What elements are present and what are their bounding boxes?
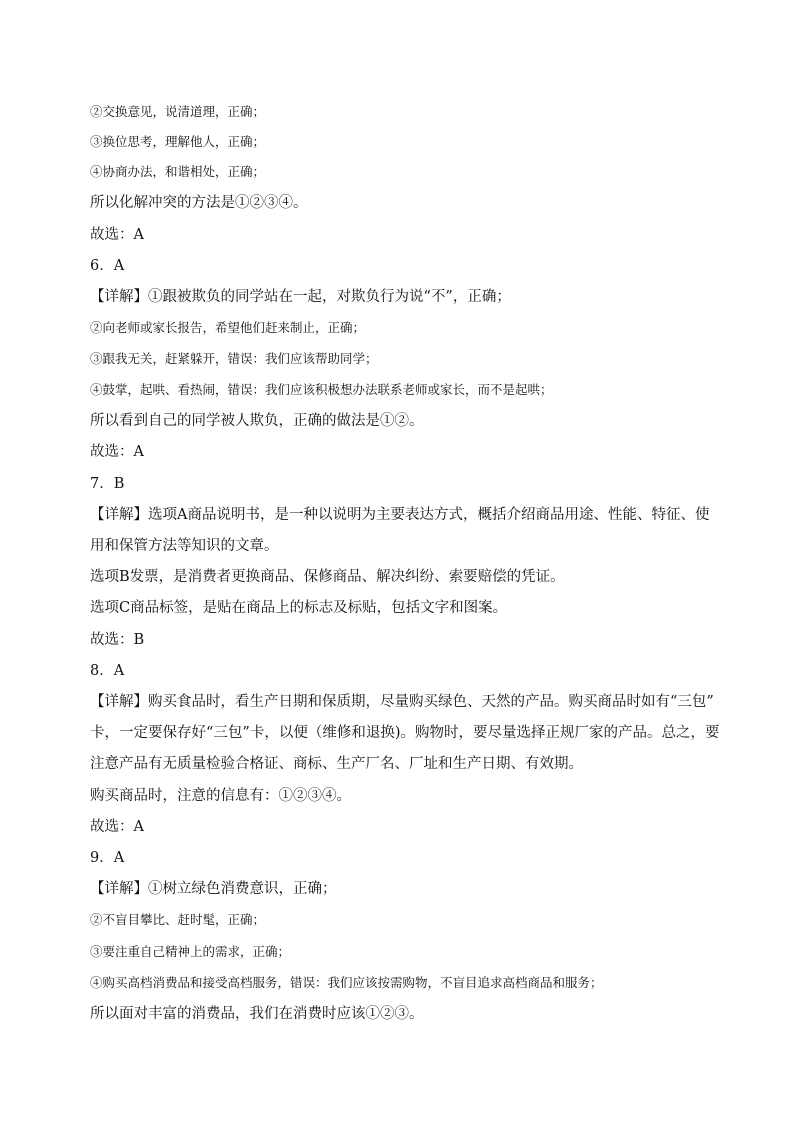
answer-line: ④鼓掌，起哄、看热闹，错误：我们应该积极想办法联系老师或家长，而不是起哄； [90,382,553,397]
choice-line: 故选：A [90,444,144,460]
question-number: 9．A [90,850,125,866]
explanation-line: 注意产品有无质量检验合格证、商标、生产厂名、厂址和生产日期、有效期。 [90,756,583,772]
conclusion-line: 所以化解冲突的方法是①②③④。 [90,195,308,211]
explanation-line: 【详解】选项A商品说明书，是一种以说明为主要表达方式，概括介绍商品用途、性能、特征、使 [90,507,710,523]
explanation-line: 卡，一定要保存好“三包”卡，以便（维修和退换)。购物时，要尽量选择正规厂家的产品。总之，要 [90,725,720,741]
explanation-line: 【详解】①跟被欺负的同学站在一起，对欺负行为说“不”，正确； [90,289,511,305]
answer-line-4: ④协商办法，和谐相处，正确； [90,164,266,179]
answer-line: ④购买高档消费品和接受高档服务，错误：我们应该按需购物，不盲目追求高档商品和服务； [90,975,603,990]
explanation-line: 用和保管方法等知识的文章。 [90,538,279,554]
answer-line-2: ②交换意见，说清道理，正确； [90,104,266,119]
answer-line: ③要注重自己精神上的需求，正确； [90,944,291,959]
choice-line: 故选：A [90,819,144,835]
question-number: 8．A [90,663,125,679]
explanation-line: 【详解】购买食品时，看生产日期和保质期，尽量购买绿色、天然的产品。购买商品时如有“三包” [90,694,714,710]
explanation-line: 选项C商品标签，是贴在商品上的标志及标贴，包括文字和图案。 [90,600,508,616]
answer-line: ③跟我无关，赶紧躲开，错误：我们应该帮助同学； [90,351,378,366]
conclusion-line: 所以面对丰富的消费品，我们在消费时应该①②③。 [90,1006,424,1022]
answer-line: ②不盲目攀比、赶时髦，正确； [90,912,266,927]
explanation-line: 【详解】①树立绿色消费意识，正确； [90,881,337,897]
answer-line-3: ③换位思考，理解他人，正确； [90,134,266,149]
explanation-line: 选项B发票，是消费者更换商品、保修商品、解决纠纷、索要赔偿的凭证。 [90,569,565,585]
question-number: 6．A [90,258,125,274]
choice-line: 故选：A [90,227,144,243]
conclusion-line: 所以看到自己的同学被人欺负，正确的做法是①②。 [90,413,424,429]
question-number: 7．B [90,476,125,492]
choice-line: 故选：B [90,632,145,648]
answer-line: ②向老师或家长报告，希望他们赶来制止，正确； [90,320,366,335]
conclusion-line: 购买商品时，注意的信息有：①②③④。 [90,788,351,804]
